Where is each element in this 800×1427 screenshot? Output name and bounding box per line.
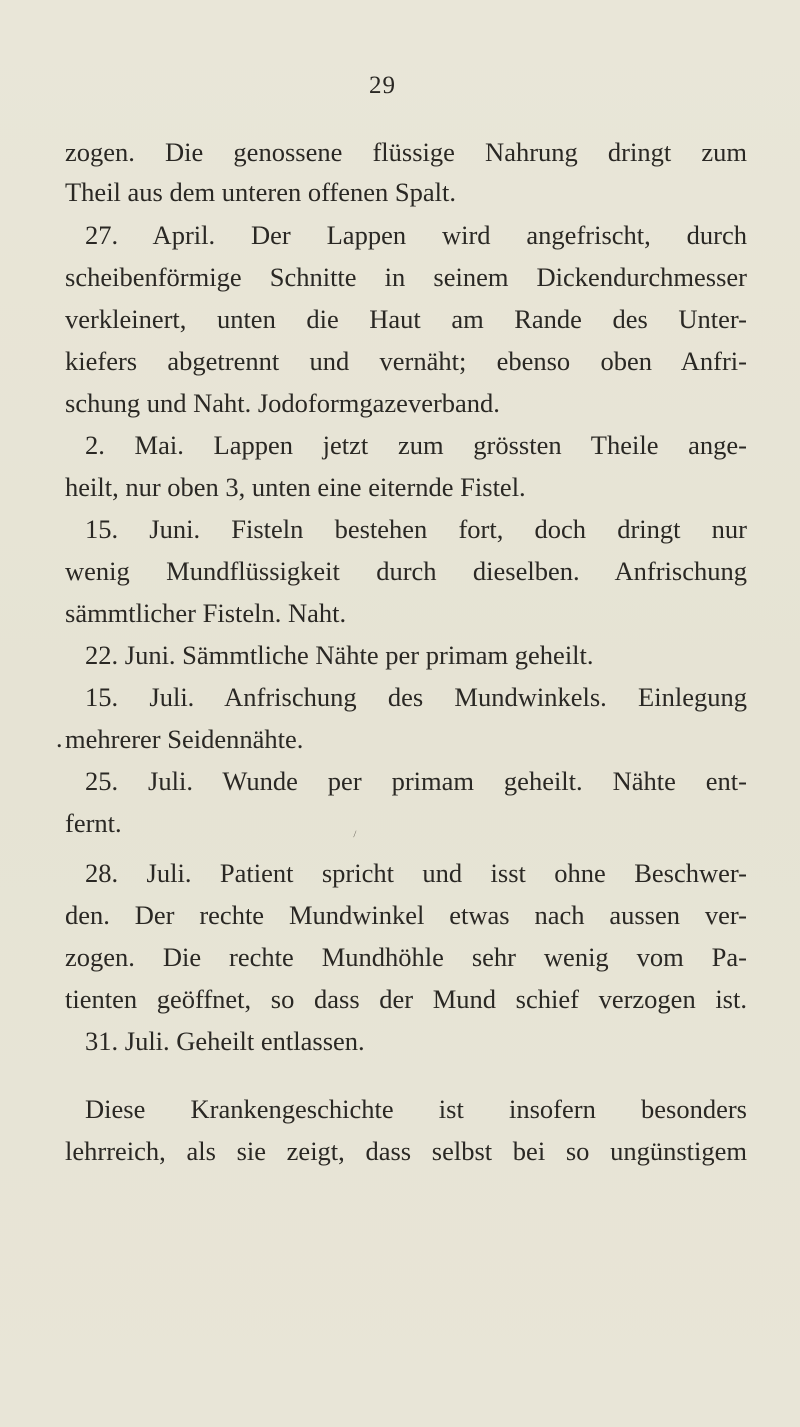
text-line: lehrreich, als sie zeigt, dass selbst bei so ungünstigem <box>65 1136 747 1166</box>
text-line: 28. Juli. Patient spricht und isst ohne Beschwer- <box>85 858 747 888</box>
text-line: zogen. Die genossene flüssige Nahrung dringt zum <box>65 137 747 167</box>
text-line: schung und Naht. Jodoformgazeverband. <box>65 388 500 418</box>
text-line: Diese Krankengeschichte ist insofern besonders <box>85 1094 747 1124</box>
text-line: 22. Juni. Sämmtliche Nähte per primam geheilt. <box>85 640 594 670</box>
text-line: 31. Juli. Geheilt entlassen. <box>85 1026 365 1056</box>
text-line: 25. Juli. Wunde per primam geheilt. Nähte ent- <box>85 766 747 796</box>
text-line: zogen. Die rechte Mundhöhle sehr wenig vom Pa- <box>65 942 747 972</box>
text-line: sämmtlicher Fisteln. Naht. <box>65 598 347 628</box>
text-line: den. Der rechte Mundwinkel etwas nach aussen ver- <box>65 900 747 930</box>
text-line: 15. Juni. Fisteln bestehen fort, doch dringt nur <box>85 514 747 544</box>
text-line: 15. Juli. Anfrischung des Mundwinkels. Einlegung <box>85 682 747 712</box>
text-line: kiefers abgetrennt und vernäht; ebenso oben Anfri- <box>65 346 747 376</box>
margin-mark: . <box>56 724 63 753</box>
text-line: tienten geöffnet, so dass der Mund schief verzogen ist. <box>65 984 747 1014</box>
text-line: heilt, nur oben 3, unten eine eiternde Fistel. <box>65 472 526 502</box>
text-line: verkleinert, unten die Haut am Rande des Unter- <box>65 304 747 334</box>
text-line: 27. April. Der Lappen wird angefrischt, durch <box>85 220 747 250</box>
text-line: fernt. <box>65 808 122 838</box>
text-line: wenig Mundflüssigkeit durch dieselben. Anfrischung <box>65 556 747 586</box>
text-line <box>56 719 304 759</box>
text-line: Theil aus dem unteren offenen Spalt. <box>65 177 457 207</box>
text-line: 2. Mai. Lappen jetzt zum grössten Theile ange- <box>85 430 747 460</box>
text-line: scheibenförmige Schnitte in seinem Dickendurchmesser <box>65 262 747 292</box>
page-number: 29 <box>369 72 396 99</box>
print-speck: \ <box>349 829 359 840</box>
text-line-content: mehrerer Seidennähte. <box>65 724 304 754</box>
